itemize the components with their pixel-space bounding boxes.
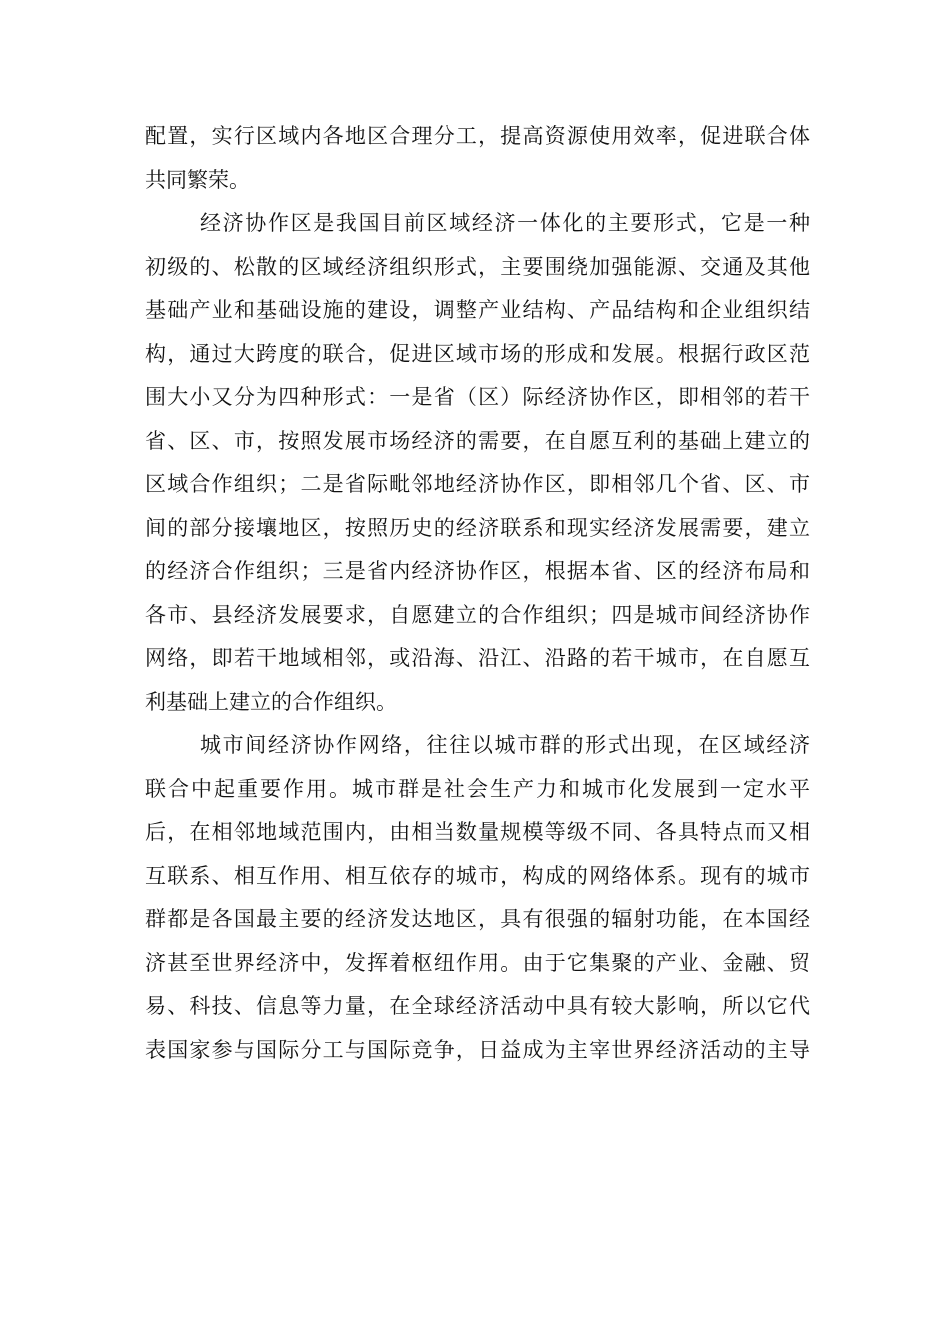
text-line: 济甚至世界经济中，发挥着枢纽作用。由于它集聚的产业、金融、贸 xyxy=(145,950,810,975)
text-line: 共同繁荣。 xyxy=(145,167,250,192)
text-line: 易、科技、信息等力量，在全球经济活动中具有较大影响，所以它代 xyxy=(145,994,810,1018)
text-line: 城市间经济协作网络，往往以城市群的形式出现，在区域经济 xyxy=(200,733,810,757)
paragraph-2 xyxy=(145,202,810,724)
text-line: 网络，即若干地域相邻，或沿海、沿江、沿路的若干城市，在自愿互 xyxy=(145,646,810,670)
text-line: 群都是各国最主要的经济发达地区，具有很强的辐射功能，在本国经 xyxy=(145,907,810,931)
text-line: 利基础上建立的合作组织。 xyxy=(145,689,397,714)
text-line: 初级的、松散的区域经济组织形式，主要围绕加强能源、交通及其他 xyxy=(145,254,810,279)
text-line: 联合中起重要作用。城市群是社会生产力和城市化发展到一定水平 xyxy=(145,776,810,801)
text-line: 间的部分接壤地区，按照历史的经济联系和现实经济发展需要，建立 xyxy=(145,515,810,540)
text-line: 构，通过大跨度的联合，促进区域市场的形成和发展。根据行政区范 xyxy=(145,341,810,366)
text-line: 表国家参与国际分工与国际竞争，日益成为主宰世界经济活动的主导 xyxy=(145,1037,810,1062)
text-line: 基础产业和基础设施的建设，调整产业结构、产品结构和企业组织结 xyxy=(145,298,810,322)
text-line: 经济协作区是我国目前区域经济一体化的主要形式，它是一种 xyxy=(200,211,810,235)
body-text xyxy=(145,115,810,1072)
text-line: 围大小又分为四种形式：一是省（区）际经济协作区，即相邻的若干 xyxy=(145,385,810,409)
text-line: 配置，实行区域内各地区合理分工，提高资源使用效率，促进联合体 xyxy=(145,124,810,148)
text-line: 省、区、市，按照发展市场经济的需要，在自愿互利的基础上建立的 xyxy=(145,428,810,453)
text-line: 各市、县经济发展要求，自愿建立的合作组织；四是城市间经济协作 xyxy=(145,602,810,627)
text-line: 的经济合作组织；三是省内经济协作区，根据本省、区的经济布局和 xyxy=(145,559,810,583)
paragraph-3 xyxy=(145,724,810,1072)
text-line: 互联系、相互作用、相互依存的城市，构成的网络体系。现有的城市 xyxy=(145,863,810,888)
text-line: 区域合作组织；二是省际毗邻地经济协作区，即相邻几个省、区、市 xyxy=(145,472,810,496)
paragraph-1 xyxy=(145,115,810,202)
text-line: 后，在相邻地域范围内，由相当数量规模等级不同、各具特点而又相 xyxy=(145,820,810,844)
